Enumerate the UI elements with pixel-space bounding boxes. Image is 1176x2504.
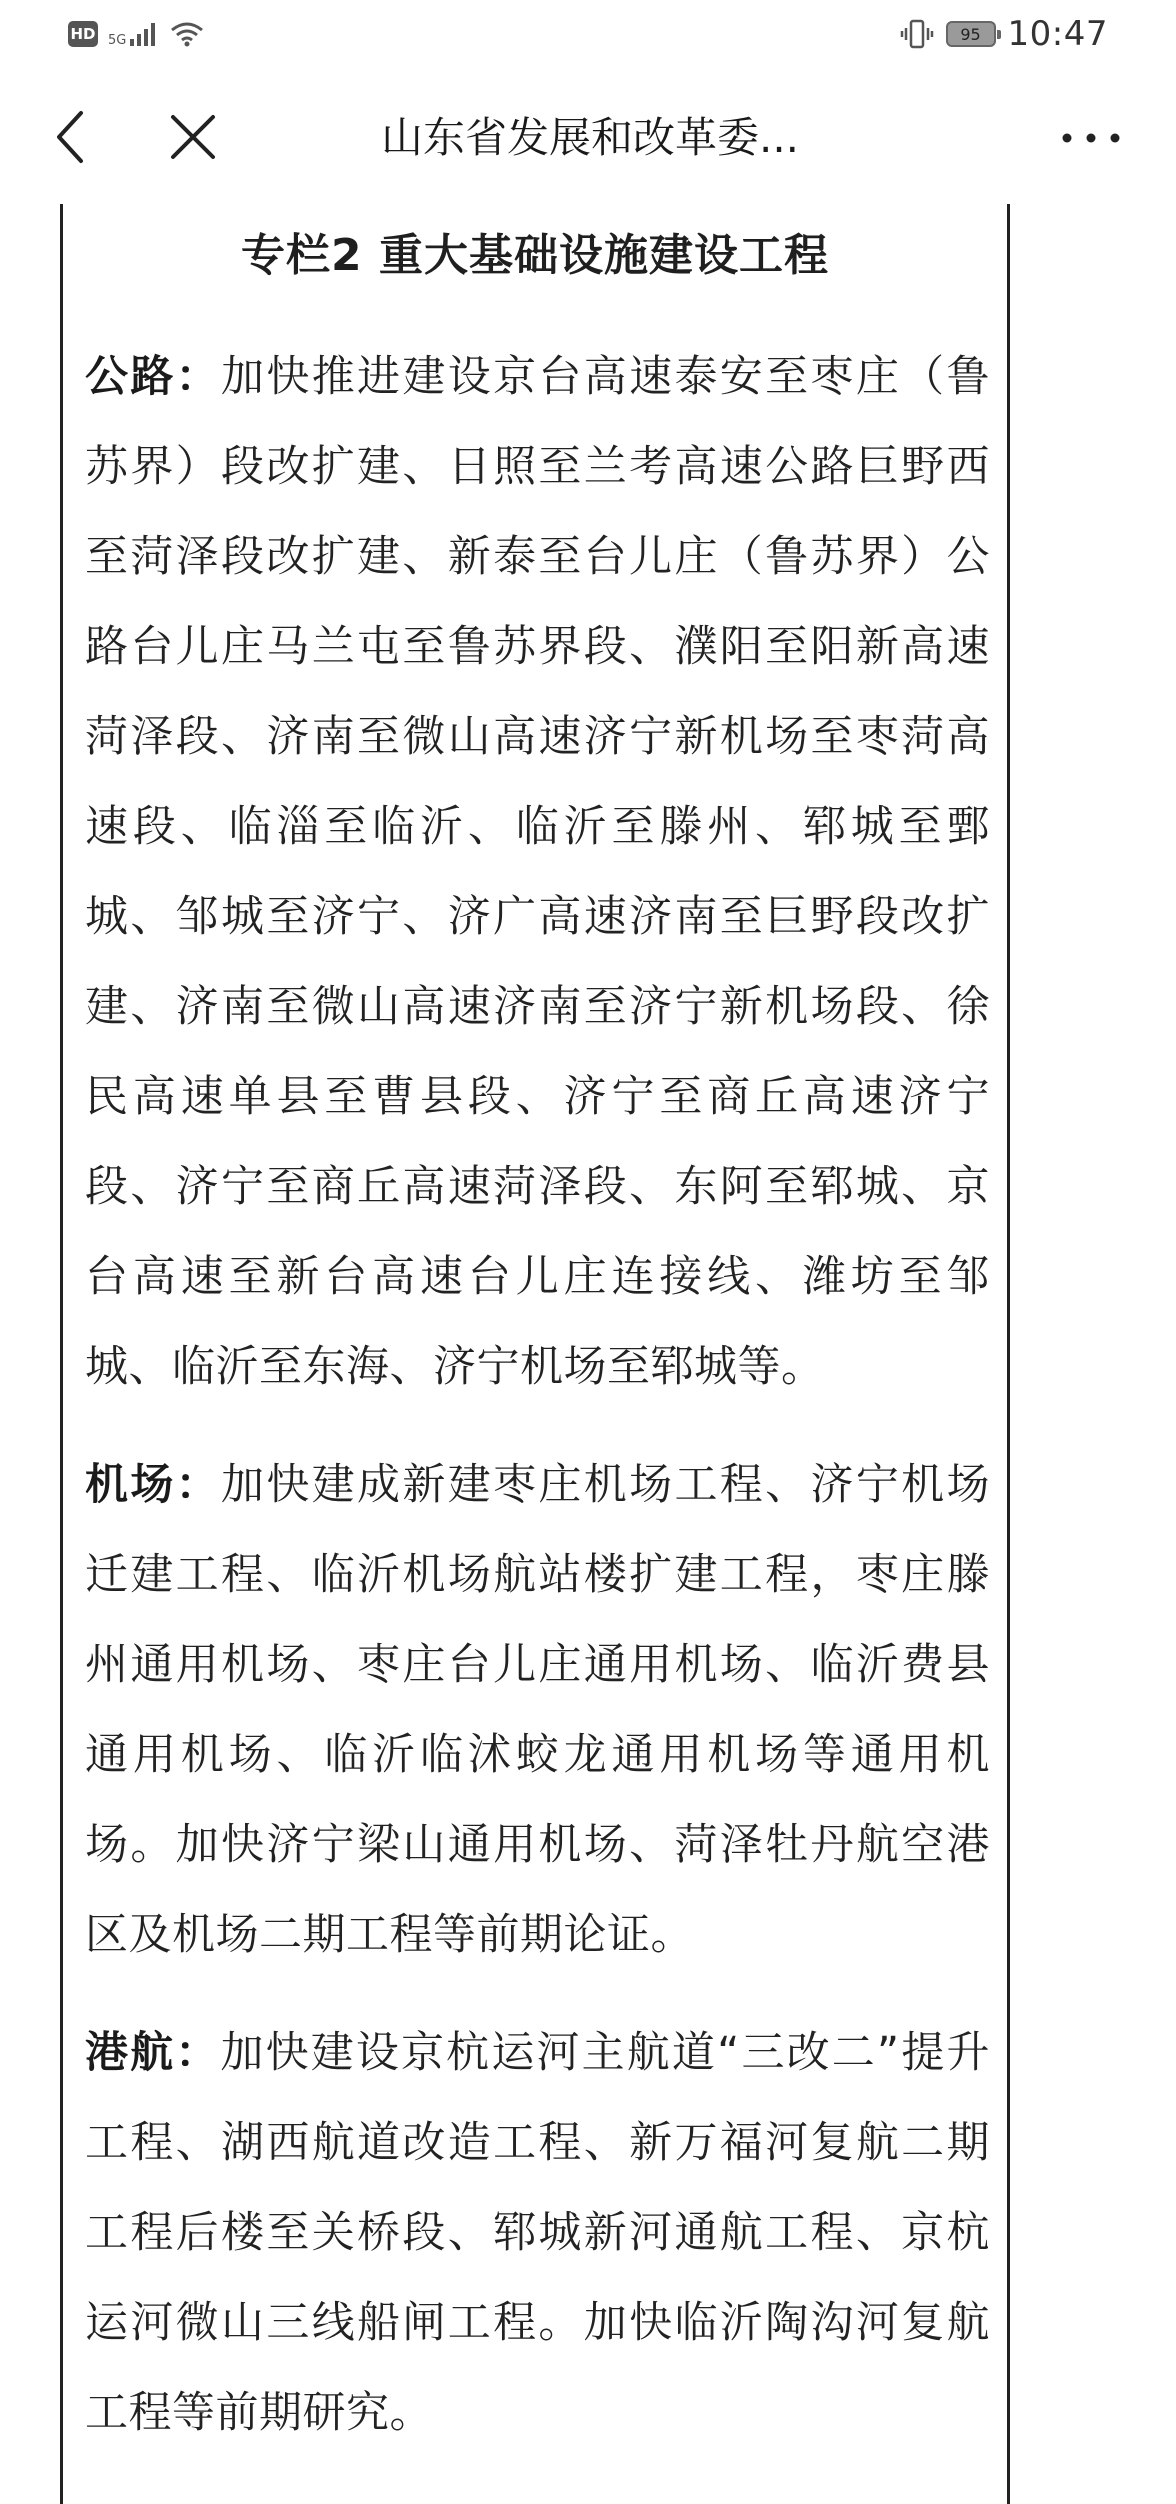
battery-level: 95 <box>960 24 981 44</box>
section-highway <box>85 332 990 1412</box>
section-text: 加快建设京杭运河主航道“三改二”提升工程、湖西航道改造工程、新万福河复航二期工程后楼至关桥段、郓城新河通航工程、京杭运河微山三线船闸工程。加快临沂陶沟河复航工程等前期研究。 <box>85 2028 991 2438</box>
battery-indicator <box>946 21 996 47</box>
section-label: 港航： <box>85 2028 221 2078</box>
section-airport <box>85 1440 990 1980</box>
network-type-label: 5G <box>108 33 127 48</box>
status-clock: 10:47 <box>1007 14 1108 54</box>
page-title: 山东省发展和改革委... <box>380 113 800 162</box>
status-bar <box>0 0 1176 72</box>
status-left-group <box>68 20 205 48</box>
section-label: 公路： <box>85 352 222 402</box>
close-icon <box>169 113 217 161</box>
back-button[interactable] <box>40 102 100 172</box>
article-column-box <box>60 204 1010 2504</box>
box-title: 专栏2 重大基础设施建设工程 <box>241 230 829 281</box>
signal-icon <box>129 21 159 47</box>
network-indicator <box>108 21 159 47</box>
more-button[interactable] <box>1046 108 1136 168</box>
status-right-group <box>900 14 1108 54</box>
close-button[interactable] <box>158 102 228 172</box>
section-label: 机场： <box>85 1460 222 1510</box>
nav-bar <box>0 72 1176 204</box>
section-port-shipping <box>85 2008 990 2458</box>
section-text: 加快推进建设京台高速泰安至枣庄（鲁苏界）段改扩建、日照至兰考高速公路巨野西至菏泽段改扩建、新泰至台儿庄（鲁苏界）公路台儿庄马兰屯至鲁苏界段、濮阳至阳新高速菏泽段、济南至微山高速济宁新机场至枣菏高速段、临淄至临沂、临沂至滕州、郓城至鄄城、邹城至济宁、济广高速济南至巨野段改扩建、济南至微山高速济南至济宁新机场段、徐民高速单县至曹县段、济宁至商丘高速济宁段、济宁至商丘高速菏泽段、东阿至郓城、京台高速至新台高速台儿庄连接线、潍坊至邹城、临沂至东海、济宁机场至郓城等。 <box>85 352 991 1392</box>
box-body <box>85 332 990 2486</box>
section-text: 加快建成新建枣庄机场工程、济宁机场迁建工程、临沂机场航站楼扩建工程，枣庄滕州通用机场、枣庄台儿庄通用机场、临沂费县通用机场、临沂临沭蛟龙通用机场等通用机场。加快济宁梁山通用机场、菏泽牡丹航空港区及机场二期工程等前期论证。 <box>85 1460 991 1960</box>
vibrate-icon <box>900 18 934 50</box>
hd-badge: HD <box>68 21 98 47</box>
chevron-left-icon <box>53 109 87 165</box>
more-dots-icon <box>1061 132 1121 144</box>
wifi-icon <box>169 20 205 48</box>
